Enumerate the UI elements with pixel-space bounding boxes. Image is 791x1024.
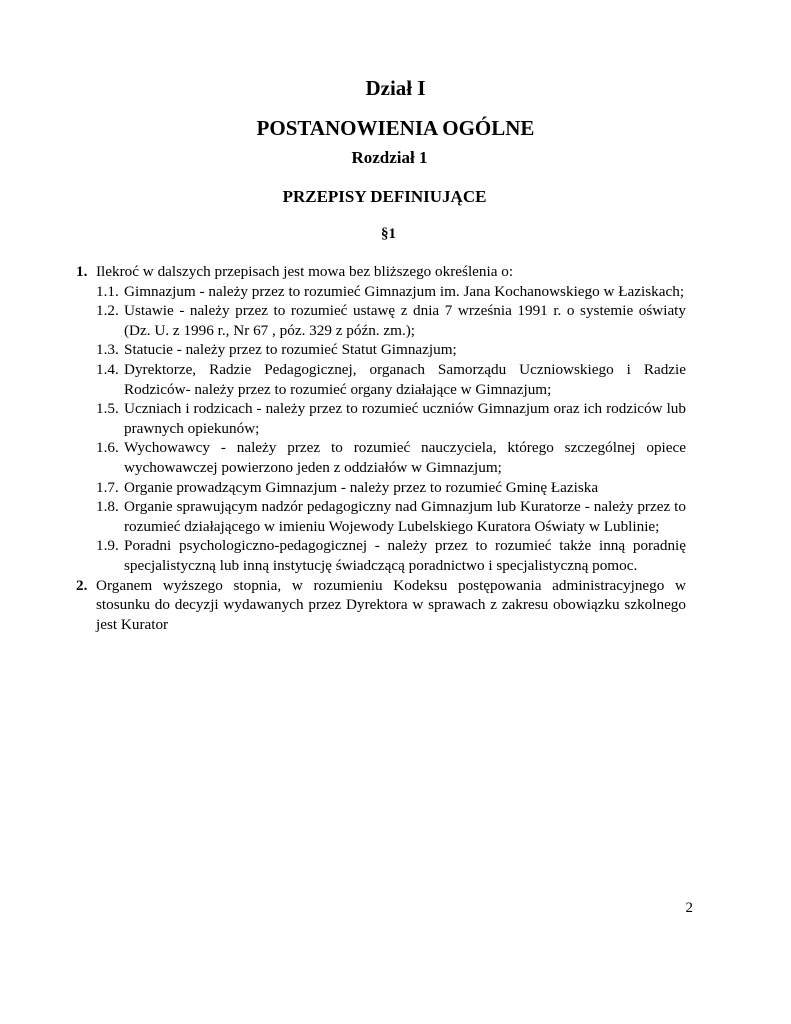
sub-item-number: 1.7. <box>96 478 119 496</box>
sub-item-number: 1.8. <box>96 498 119 516</box>
sub-list-item <box>0 399 791 438</box>
sub-item-text: Uczniach i rodzicach - należy przez to rozumieć uczniów Gimnazjum oraz ich rodziców lub prawnych opiekunów; <box>124 400 686 437</box>
sub-item-text: Organie prowadzącym Gimnazjum - należy przez to rozumieć Gminę Łaziska <box>124 478 599 496</box>
sub-item-number: 1.2. <box>96 302 119 320</box>
sub-list-item <box>0 438 791 477</box>
sub-item-text: Statucie - należy przez to rozumieć Statut Gimnazjum; <box>124 341 457 359</box>
sub-item-number: 1.5. <box>96 400 119 418</box>
list-item-text: Organem wyższego stopnia, w rozumieniu Kodeksu postępowania administracyjnego w stosunku do decyzji wydawanych przez Dyrektora w sprawach z zakresu obowiązku szkolnego jest Kurator <box>96 576 686 633</box>
page-title: POSTANOWIENIA OGÓLNE <box>256 116 535 140</box>
sub-item-number: 1.1. <box>96 282 119 300</box>
list-item-number: 1. <box>76 263 88 280</box>
sub-list-item <box>0 301 791 340</box>
sub-item-text: Poradni psychologiczno-pedagogicznej - należy przez to rozumieć także inną poradnię specjalistyczną lub inną instytucję świadczącą poradnictwo i specjalistyczną pomoc. <box>124 537 686 574</box>
sub-list-item <box>0 497 791 536</box>
sub-item-number: 1.6. <box>96 439 119 457</box>
sub-item-text: Wychowawcy - należy przez to rozumieć nauczyciela, którego szczególnej opiece wychowawczej powierzono jeden z oddziałów w Gimnazjum; <box>124 439 686 476</box>
page-number: 2 <box>685 900 693 916</box>
section-heading: Dział I <box>365 76 426 100</box>
list-item <box>0 262 791 282</box>
sub-list-item <box>0 340 791 360</box>
list-item <box>0 576 791 635</box>
sub-item-number: 1.4. <box>96 360 119 378</box>
definitions-list <box>0 262 791 634</box>
paragraph-number: §1 <box>381 226 396 242</box>
sub-list-item <box>0 536 791 575</box>
list-item-text: Ilekroć w dalszych przepisach jest mowa bez bliższego określenia o: <box>96 263 514 280</box>
sub-item-number: 1.3. <box>96 341 119 359</box>
sub-item-text: Gimnazjum - należy przez to rozumieć Gimnazjum im. Jana Kochanowskiego w Łaziskach; <box>124 282 685 300</box>
list-item-number: 2. <box>76 576 88 594</box>
sub-item-text: Organie sprawującym nadzór pedagogiczny nad Gimnazjum lub Kuratorze - należy przez to rozumieć działającego w imieniu Wojewody Lubelskiego Kuratora Oświaty w Lublinie; <box>124 498 686 535</box>
sub-item-text: Dyrektorze, Radzie Pedagogicznej, organach Samorządu Uczniowskiego i Radzie Rodziców- należy przez to rozumieć organy działające w Gimnazjum; <box>124 360 686 398</box>
sub-item-text: Ustawie - należy przez to rozumieć ustawę z dnia 7 września 1991 r. o systemie oświaty (Dz. U. z 1996 r., Nr 67 , póz. 329 z późn. zm.); <box>124 302 686 339</box>
chapter-subtitle: PRZEPISY DEFINIUJĄCE <box>282 187 487 206</box>
sub-item-number: 1.9. <box>96 537 119 555</box>
sub-list-item <box>0 360 791 399</box>
sub-list-item <box>0 282 791 302</box>
sub-list-item <box>0 478 791 498</box>
chapter-heading: Rozdział 1 <box>351 148 428 167</box>
